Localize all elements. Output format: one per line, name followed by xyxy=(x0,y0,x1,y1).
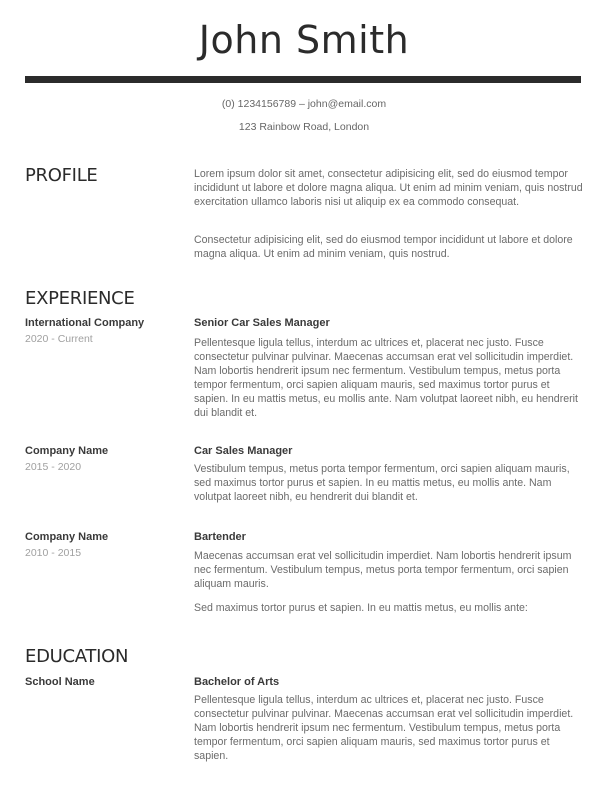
education-description: Pellentesque ligula tellus, interdum ac ultrices et, placerat nec justo. Fusce consectetur pulvinar pulvinar. Maecenas accumsan erat vel sollicitudin imperdiet. Nam lobortis hendrerit ipsum nec fermentum. Vestibulum tempus, metus porta tempor fermentum, orci sapien aliquam mauris, sed maximus tortor purus et sapien. xyxy=(194,694,574,762)
job-title: Car Sales Manager xyxy=(194,445,293,457)
employment-dates: 2020 - Current xyxy=(25,333,93,345)
section-title-profile: PROFILE xyxy=(25,165,98,186)
resume-name: John Smith xyxy=(198,18,410,62)
contact-line: (0) 1234156789 – john@email.com xyxy=(221,98,387,110)
section-title-experience: EXPERIENCE xyxy=(25,288,135,309)
degree-title: Bachelor of Arts xyxy=(194,676,280,688)
job-title: Senior Car Sales Manager xyxy=(194,317,330,329)
employment-dates: 2010 - 2015 xyxy=(25,547,82,559)
job-description: Sed maximus tortor purus et sapien. In eu mattis metus, eu mollis ante: xyxy=(194,602,528,614)
school-name: School Name xyxy=(25,676,95,688)
job-title: Bartender xyxy=(194,531,246,543)
section-title-education: EDUCATION xyxy=(25,646,129,667)
profile-paragraph: Consectetur adipisicing elit, sed do eiusmod tempor incididunt ut labore et dolore magna aliqua. Ut enim ad minim veniam, quis nostrud. xyxy=(194,234,573,260)
company-name: Company Name xyxy=(25,445,109,457)
profile-paragraph: Lorem ipsum dolor sit amet, consectetur adipisicing elit, sed do eiusmod tempor incididunt ut labore et dolore magna aliqua. Ut enim ad minim veniam, quis nostrud exercitation ullamco laboris nisi ut aliquip ex ea commodo consequat. xyxy=(194,168,583,208)
job-description: Pellentesque ligula tellus, interdum ac ultrices et, placerat nec justo. Fusce consectetur pulvinar pulvinar. Maecenas accumsan erat vel sollicitudin imperdiet. Nam lobortis hendrerit ipsum nec fermentum. Vestibulum tempus, metus porta tempor fermentum, orci sapien aliquam mauris, sed maximus tortor purus et sapien. In eu mattis metus, eu mollis ante. Nam volutpat laoreet nibh, eu hendrerit dui blandit et. xyxy=(194,337,578,419)
employment-dates: 2015 - 2020 xyxy=(25,461,82,473)
header-divider xyxy=(25,76,581,83)
job-description: Vestibulum tempus, metus porta tempor fermentum, orci sapien aliquam mauris, sed maximus tortor purus et sapien. In eu mattis metus, eu mollis ante. Nam volutpat laoreet nibh, eu hendrerit dui blandit et. xyxy=(194,463,570,503)
address-line: 123 Rainbow Road, London xyxy=(238,121,370,133)
job-description: Maecenas accumsan erat vel sollicitudin imperdiet. Nam lobortis hendrerit ipsum nec fermentum. Vestibulum tempus, metus porta tempor fermentum, orci sapien aliquam mauris. xyxy=(194,550,572,590)
company-name: Company Name xyxy=(25,531,109,543)
company-name: International Company xyxy=(25,317,145,329)
